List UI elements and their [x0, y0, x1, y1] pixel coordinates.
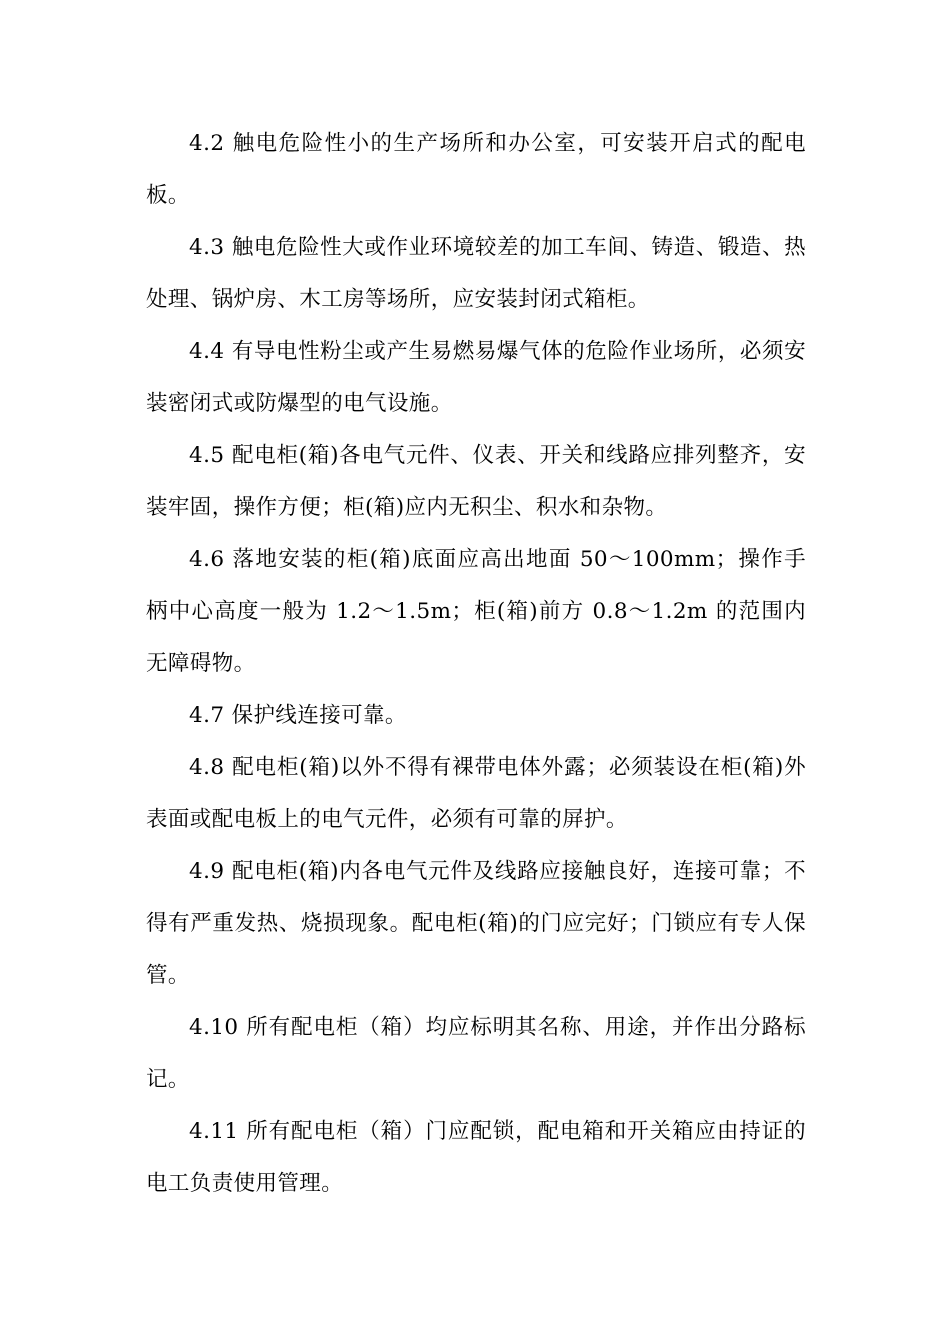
paragraph-4-5: 4.5 配电柜(箱)各电气元件、仪表、开关和线路应排列整齐，安装牢固，操作方便；柜(箱)应内无积尘、积水和杂物。	[146, 443, 806, 520]
paragraph-4-2: 4.2 触电危险性小的生产场所和办公室，可安装开启式的配电板。	[146, 131, 806, 208]
paragraph-4-4: 4.4 有导电性粉尘或产生易燃易爆气体的危险作业场所，必须安装密闭式或防爆型的电气设施。	[146, 339, 806, 416]
paragraph-4-9: 4.9 配电柜(箱)内各电气元件及线路应接触良好，连接可靠；不得有严重发热、烧损现象。配电柜(箱)的门应完好；门锁应有专人保管。	[146, 859, 806, 988]
paragraph-4-3: 4.3 触电危险性大或作业环境较差的加工车间、铸造、锻造、热处理、锅炉房、木工房等场所，应安装封闭式箱柜。	[146, 235, 806, 312]
paragraph-4-7: 4.7 保护线连接可靠。	[189, 703, 407, 728]
paragraph-4-10: 4.10 所有配电柜（箱）均应标明其名称、用途，并作出分路标记。	[146, 1015, 806, 1092]
document-body	[146, 118, 806, 1210]
paragraph-4-8: 4.8 配电柜(箱)以外不得有裸带电体外露；必须装设在柜(箱)外表面或配电板上的电气元件，必须有可靠的屏护。	[146, 755, 806, 832]
paragraph-4-6: 4.6 落地安装的柜(箱)底面应高出地面 50～100mm；操作手柄中心高度一般为 1.2～1.5m；柜(箱)前方 0.8～1.2m 的范围内无障碍物。	[146, 547, 806, 676]
paragraph-4-11: 4.11 所有配电柜（箱）门应配锁，配电箱和开关箱应由持证的电工负责使用管理。	[146, 1119, 806, 1196]
